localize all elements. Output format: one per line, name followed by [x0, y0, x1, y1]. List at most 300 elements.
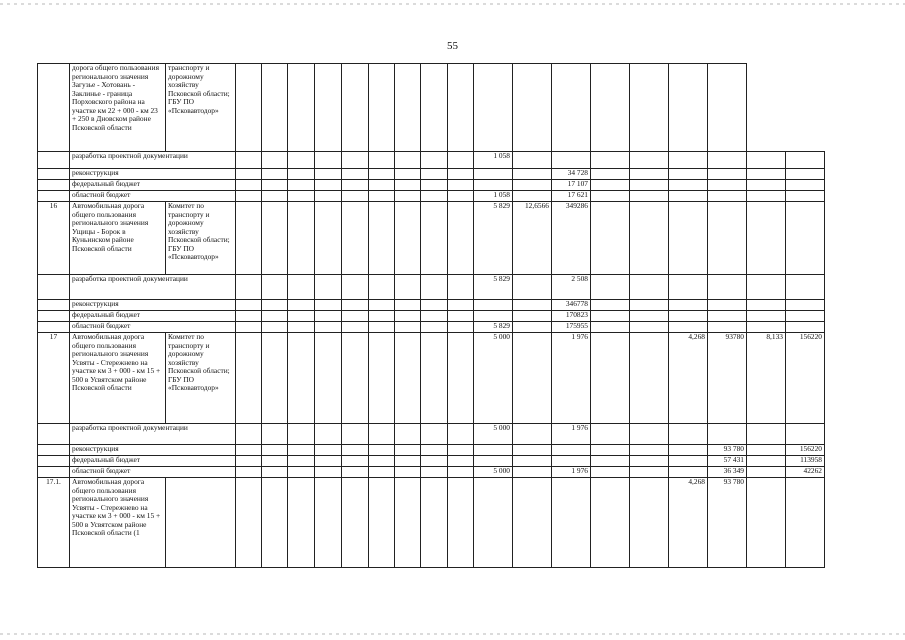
value-cell	[288, 191, 315, 202]
value-cell	[395, 64, 421, 152]
value-cell	[474, 169, 513, 180]
value-cell	[448, 311, 474, 322]
value-cell	[513, 322, 552, 333]
value-cell	[786, 275, 825, 300]
page-number: 55	[447, 40, 458, 52]
value-cell	[708, 191, 747, 202]
value-cell	[315, 300, 342, 311]
value-cell	[262, 445, 288, 456]
subrow-label: федеральный бюджет	[70, 180, 236, 191]
value-cell	[288, 478, 315, 568]
value-cell	[630, 202, 669, 275]
value-cell	[262, 191, 288, 202]
value-cell	[747, 300, 786, 311]
value-cell	[315, 311, 342, 322]
value-cell	[288, 456, 315, 467]
value-cell	[513, 169, 552, 180]
value-cell	[342, 191, 369, 202]
value-cell	[369, 322, 395, 333]
value-cell	[448, 64, 474, 152]
value-cell	[421, 202, 448, 275]
value-cell	[591, 64, 630, 152]
value-cell	[630, 311, 669, 322]
value-cell	[448, 322, 474, 333]
value-cell	[395, 300, 421, 311]
value-cell	[421, 64, 448, 152]
value-cell	[630, 333, 669, 424]
value-cell	[342, 467, 369, 478]
subrow-label: федеральный бюджет	[70, 311, 236, 322]
value-cell	[236, 275, 262, 300]
value-cell	[342, 456, 369, 467]
value-cell	[236, 456, 262, 467]
row-number	[38, 311, 70, 322]
subrow-label: реконструкция	[70, 169, 236, 180]
value-cell	[236, 152, 262, 169]
table-row	[38, 275, 825, 300]
value-cell	[708, 275, 747, 300]
subrow-label: областной бюджет	[70, 191, 236, 202]
value-cell	[448, 445, 474, 456]
value-cell	[262, 478, 288, 568]
value-cell	[342, 478, 369, 568]
value-cell	[342, 322, 369, 333]
value-cell: 5 000	[474, 424, 513, 445]
row-number	[38, 300, 70, 311]
value-cell	[669, 275, 708, 300]
value-cell	[315, 456, 342, 467]
value-cell: 17 621	[552, 191, 591, 202]
value-cell: 12,6566	[513, 202, 552, 275]
table-row	[38, 333, 825, 424]
value-cell	[421, 169, 448, 180]
subrow-label: разработка проектной документации	[70, 152, 236, 169]
value-cell	[630, 445, 669, 456]
value-cell	[315, 180, 342, 191]
value-cell	[630, 169, 669, 180]
value-cell	[262, 322, 288, 333]
value-cell	[315, 478, 342, 568]
value-cell	[262, 152, 288, 169]
value-cell	[786, 191, 825, 202]
value-cell	[747, 467, 786, 478]
value-cell	[236, 467, 262, 478]
value-cell	[262, 202, 288, 275]
value-cell	[421, 180, 448, 191]
value-cell	[369, 169, 395, 180]
subrow-label: федеральный бюджет	[70, 456, 236, 467]
value-cell	[342, 64, 369, 152]
value-cell	[591, 333, 630, 424]
value-cell: 36 349	[708, 467, 747, 478]
value-cell: 57 431	[708, 456, 747, 467]
value-cell	[342, 180, 369, 191]
value-cell	[395, 478, 421, 568]
responsible-executor: Комитет по транспорту и дорожному хозяйству Псковской области; ГБУ ПО «Псковавтодор»	[166, 202, 236, 275]
value-cell	[395, 169, 421, 180]
value-cell	[288, 467, 315, 478]
value-cell	[395, 202, 421, 275]
table-body	[38, 64, 825, 568]
table-row	[38, 300, 825, 311]
row-number	[38, 152, 70, 169]
value-cell	[669, 64, 708, 152]
value-cell	[591, 322, 630, 333]
value-cell	[747, 180, 786, 191]
value-cell	[236, 445, 262, 456]
value-cell	[395, 333, 421, 424]
value-cell	[591, 275, 630, 300]
table-row	[38, 64, 825, 152]
value-cell	[421, 424, 448, 445]
value-cell	[669, 322, 708, 333]
value-cell	[262, 275, 288, 300]
row-number	[38, 456, 70, 467]
value-cell	[395, 467, 421, 478]
value-cell	[513, 152, 552, 169]
value-cell	[288, 445, 315, 456]
row-number	[38, 275, 70, 300]
value-cell	[369, 478, 395, 568]
value-cell	[448, 202, 474, 275]
value-cell	[591, 300, 630, 311]
value-cell	[513, 311, 552, 322]
value-cell	[786, 478, 825, 568]
value-cell	[630, 64, 669, 152]
value-cell	[448, 456, 474, 467]
value-cell	[708, 152, 747, 169]
investment-table	[37, 63, 825, 568]
value-cell	[630, 152, 669, 169]
value-cell	[395, 311, 421, 322]
value-cell	[747, 152, 786, 169]
value-cell	[395, 456, 421, 467]
value-cell	[474, 64, 513, 152]
value-cell	[315, 191, 342, 202]
value-cell	[315, 64, 342, 152]
value-cell	[630, 478, 669, 568]
row-number	[38, 424, 70, 445]
value-cell	[669, 467, 708, 478]
value-cell	[342, 169, 369, 180]
value-cell	[342, 152, 369, 169]
value-cell	[315, 202, 342, 275]
value-cell	[448, 333, 474, 424]
value-cell: 5 000	[474, 467, 513, 478]
value-cell	[236, 478, 262, 568]
value-cell	[591, 169, 630, 180]
value-cell	[342, 311, 369, 322]
value-cell	[786, 300, 825, 311]
value-cell	[474, 300, 513, 311]
value-cell	[315, 445, 342, 456]
value-cell: 34 728	[552, 169, 591, 180]
table-row	[38, 467, 825, 478]
value-cell: 5 829	[474, 275, 513, 300]
value-cell	[262, 300, 288, 311]
value-cell: 42262	[786, 467, 825, 478]
value-cell	[288, 424, 315, 445]
value-cell	[262, 311, 288, 322]
subrow-label: областной бюджет	[70, 322, 236, 333]
value-cell	[474, 456, 513, 467]
value-cell	[747, 445, 786, 456]
value-cell	[591, 424, 630, 445]
value-cell	[474, 478, 513, 568]
value-cell	[474, 445, 513, 456]
value-cell	[747, 202, 786, 275]
value-cell	[236, 64, 262, 152]
value-cell	[591, 456, 630, 467]
value-cell	[369, 191, 395, 202]
value-cell	[513, 333, 552, 424]
value-cell	[786, 169, 825, 180]
value-cell	[708, 424, 747, 445]
value-cell	[421, 467, 448, 478]
subrow-label: реконструкция	[70, 300, 236, 311]
value-cell	[591, 202, 630, 275]
value-cell: 346778	[552, 300, 591, 311]
table-row	[38, 191, 825, 202]
value-cell	[262, 424, 288, 445]
value-cell	[669, 180, 708, 191]
value-cell	[421, 333, 448, 424]
responsible-executor: Комитет по транспорту и дорожному хозяйству Псковской области; ГБУ ПО «Псковавтодор»	[166, 333, 236, 424]
value-cell	[747, 456, 786, 467]
value-cell	[747, 424, 786, 445]
value-cell	[342, 333, 369, 424]
value-cell: 1 058	[474, 152, 513, 169]
subrow-label: разработка проектной документации	[70, 424, 236, 445]
row-number	[38, 322, 70, 333]
value-cell	[421, 322, 448, 333]
value-cell	[630, 180, 669, 191]
value-cell	[630, 424, 669, 445]
value-cell: 170823	[552, 311, 591, 322]
value-cell	[342, 202, 369, 275]
value-cell	[395, 424, 421, 445]
value-cell	[262, 64, 288, 152]
value-cell	[669, 445, 708, 456]
value-cell	[786, 180, 825, 191]
value-cell	[369, 311, 395, 322]
value-cell	[591, 152, 630, 169]
value-cell	[448, 169, 474, 180]
value-cell	[395, 152, 421, 169]
object-name: Автомобильная дорога общего пользования регионального значения Усвяты - Стережнево на участке км 3 + 000 - км 15 + 500 в Усвятском районе Псковской области (1	[70, 478, 166, 568]
value-cell	[421, 478, 448, 568]
object-name: Автомобильная дорога общего пользования регионального значения Усвяты - Стережнево на участке км 3 + 000 - км 15 + 500 в Усвятском районе Псковской области	[70, 333, 166, 424]
value-cell	[747, 478, 786, 568]
value-cell	[591, 180, 630, 191]
value-cell	[421, 275, 448, 300]
value-cell	[315, 467, 342, 478]
value-cell	[669, 202, 708, 275]
value-cell	[786, 424, 825, 445]
value-cell	[342, 300, 369, 311]
value-cell	[288, 169, 315, 180]
value-cell: 4,268	[669, 333, 708, 424]
value-cell	[262, 333, 288, 424]
value-cell	[369, 333, 395, 424]
table-row	[38, 456, 825, 467]
value-cell	[288, 333, 315, 424]
value-cell	[262, 169, 288, 180]
table-row	[38, 445, 825, 456]
value-cell	[513, 445, 552, 456]
subrow-label: разработка проектной документации	[70, 275, 236, 300]
value-cell: 175955	[552, 322, 591, 333]
value-cell	[288, 311, 315, 322]
subrow-label: областной бюджет	[70, 467, 236, 478]
value-cell	[236, 191, 262, 202]
value-cell	[236, 333, 262, 424]
value-cell	[630, 275, 669, 300]
value-cell: 5 829	[474, 322, 513, 333]
value-cell	[369, 300, 395, 311]
value-cell	[630, 322, 669, 333]
value-cell	[747, 191, 786, 202]
value-cell	[262, 180, 288, 191]
table-row	[38, 180, 825, 191]
value-cell	[288, 180, 315, 191]
value-cell	[369, 445, 395, 456]
subrow-label: реконструкция	[70, 445, 236, 456]
value-cell	[236, 180, 262, 191]
value-cell	[669, 191, 708, 202]
value-cell: 113958	[786, 456, 825, 467]
value-cell	[421, 191, 448, 202]
value-cell	[708, 300, 747, 311]
value-cell: 1 058	[474, 191, 513, 202]
row-number	[38, 191, 70, 202]
value-cell: 4,268	[669, 478, 708, 568]
table-row	[38, 424, 825, 445]
row-number	[38, 180, 70, 191]
row-number	[38, 169, 70, 180]
value-cell	[669, 169, 708, 180]
value-cell	[369, 467, 395, 478]
value-cell	[747, 311, 786, 322]
value-cell	[448, 300, 474, 311]
value-cell	[786, 311, 825, 322]
value-cell	[395, 275, 421, 300]
value-cell	[421, 152, 448, 169]
value-cell	[786, 322, 825, 333]
value-cell	[369, 202, 395, 275]
value-cell	[513, 64, 552, 152]
table-wrap	[37, 63, 825, 568]
value-cell: 349286	[552, 202, 591, 275]
value-cell	[369, 152, 395, 169]
value-cell	[669, 456, 708, 467]
value-cell	[448, 191, 474, 202]
value-cell	[236, 300, 262, 311]
value-cell	[236, 424, 262, 445]
value-cell: 93 780	[708, 478, 747, 568]
value-cell	[448, 478, 474, 568]
value-cell	[513, 275, 552, 300]
value-cell	[591, 478, 630, 568]
value-cell	[315, 275, 342, 300]
value-cell	[369, 275, 395, 300]
value-cell	[288, 152, 315, 169]
value-cell	[421, 300, 448, 311]
value-cell: 1 976	[552, 333, 591, 424]
row-number: 17.1.	[38, 478, 70, 568]
value-cell	[669, 424, 708, 445]
value-cell	[747, 322, 786, 333]
value-cell	[552, 152, 591, 169]
value-cell	[369, 456, 395, 467]
responsible-executor	[166, 478, 236, 568]
table-row	[38, 322, 825, 333]
value-cell	[669, 300, 708, 311]
value-cell: 156220	[786, 333, 825, 424]
value-cell	[342, 424, 369, 445]
value-cell	[288, 64, 315, 152]
row-number	[38, 467, 70, 478]
value-cell	[315, 169, 342, 180]
value-cell	[552, 445, 591, 456]
value-cell	[421, 445, 448, 456]
scan-noise-bottom	[0, 633, 905, 635]
value-cell	[342, 445, 369, 456]
value-cell	[747, 169, 786, 180]
value-cell	[630, 300, 669, 311]
value-cell	[591, 311, 630, 322]
value-cell: 5 000	[474, 333, 513, 424]
value-cell	[288, 300, 315, 311]
object-name: дорога общего пользования регионального значения Загузье - Хотовань - Заклинье - граница Порховского района на участке км 22 + 000 - км 23 + 250 в Дновском районе Псковской области	[70, 64, 166, 152]
value-cell	[708, 202, 747, 275]
value-cell	[513, 300, 552, 311]
row-number: 16	[38, 202, 70, 275]
value-cell	[236, 202, 262, 275]
value-cell	[236, 322, 262, 333]
value-cell: 8,133	[747, 333, 786, 424]
value-cell	[421, 456, 448, 467]
value-cell	[708, 64, 747, 152]
value-cell	[552, 64, 591, 152]
value-cell	[342, 275, 369, 300]
value-cell	[552, 478, 591, 568]
value-cell: 2 508	[552, 275, 591, 300]
value-cell: 5 829	[474, 202, 513, 275]
table-row	[38, 478, 825, 568]
value-cell: 156220	[786, 445, 825, 456]
table-row	[38, 152, 825, 169]
responsible-executor: транспорту и дорожному хозяйству Псковской области; ГБУ ПО «Псковавтодор»	[166, 64, 236, 152]
value-cell	[448, 180, 474, 191]
value-cell: 17 107	[552, 180, 591, 191]
value-cell	[315, 333, 342, 424]
row-number	[38, 64, 70, 152]
value-cell	[262, 456, 288, 467]
value-cell: 1 976	[552, 467, 591, 478]
value-cell	[591, 191, 630, 202]
value-cell	[315, 152, 342, 169]
value-cell	[708, 169, 747, 180]
value-cell	[448, 275, 474, 300]
scan-noise-top	[0, 3, 905, 5]
table-row	[38, 169, 825, 180]
value-cell	[513, 478, 552, 568]
value-cell	[421, 311, 448, 322]
value-cell	[288, 202, 315, 275]
value-cell	[236, 169, 262, 180]
value-cell	[513, 456, 552, 467]
